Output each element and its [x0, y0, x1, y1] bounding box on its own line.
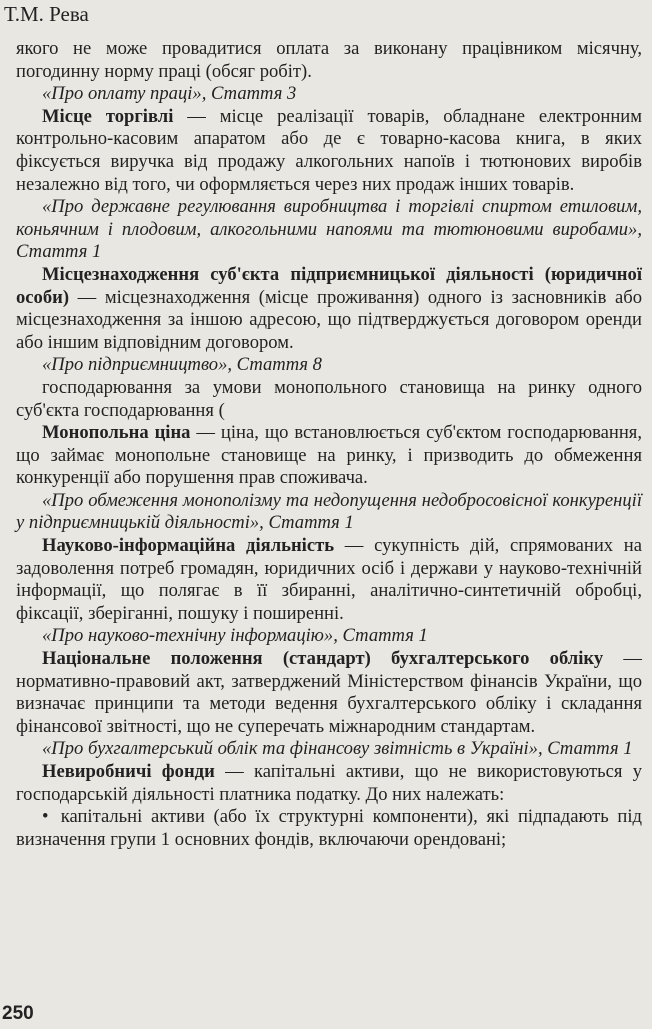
definition-text: — ціна, що встановлюється суб'єктом господарювання, що займає монопольне становище на ринку, і призводить до обмеження конкуренції або порушення прав споживача.: [16, 422, 642, 489]
definition-text: — капітальні активи, що не використовуються у господарській діяльності платника податку. До них належать:: [16, 761, 642, 805]
definition-text: — сукупність дій, спрямованих на задоволення потреб громадян, юридичних осіб і держави у науково-технічній інформації, що полягає в її збиранні, аналітично-синтетичній обробці, фіксації, зберіганні, пошуку і поширенні.: [16, 535, 642, 624]
source-citation: «Про обмеження монополізму та недопущення недобросовісної конкуренції у підприємницькій діяльності», Стаття 1: [16, 489, 642, 534]
definition-text: — місце реалізації товарів, обладнане електронним контрольно-касовим апаратом або де є товарно-касова книга, в яких фіксується виручка від продажу алкогольних напоїв і тютюнових виробів незалежно від того, чи оформляється через них продаж інших товарів.: [16, 105, 642, 195]
page-number: 250: [2, 1003, 34, 1024]
source-citation: «Про бухгалтерський облік та фінансову звітність в Україні», Стаття 1: [42, 738, 633, 760]
body-paragraph: якого не може провадитися оплата за виконану працівником місячну, погодинну норму праці (обсяг робіт).: [16, 38, 642, 82]
page-body: [16, 38, 642, 851]
running-header-author: Т.М. Рева: [4, 2, 89, 26]
source-citation: «Про науково-технічну інформацію», Стаття 1: [42, 625, 428, 647]
definition-entry: [16, 535, 642, 625]
body-paragraph: господарювання за умови монопольного становища на ринку одного суб'єкта господарювання (: [16, 376, 642, 421]
definition-term: Монопольна ціна: [42, 422, 191, 444]
definition-term: Науково-інформаційна діяльність: [42, 535, 335, 557]
source-citation: «Про підприємництво», Стаття 8: [42, 354, 322, 376]
source-citation: «Про державне регулювання виробництва і торгівлі спиртом етиловим, коньячним і плодовим, алкогольними напоями та тютюновими виробами», Стаття 1: [16, 196, 642, 263]
definition-entry: [16, 106, 642, 196]
bullet-item: [16, 806, 642, 851]
definition-term: Місцезнаходження суб'єкта підприємницької діяльності (юридичної особи): [16, 263, 642, 308]
bullet-icon: •: [42, 806, 49, 828]
definition-text: — місцезнаходження (місце проживання) одного із засновників або місцезнаходження за іншою адресою, що підтверджується договором оренди або іншим відповідним договором.: [16, 286, 642, 353]
definition-entry: [16, 761, 642, 806]
definition-term: Невиробничі фонди: [42, 761, 215, 782]
definition-entry: [16, 264, 642, 354]
bullet-text: капітальні активи (або їх структурні компоненти), які підпадають під визначення групи 1 основних фондів, включаючи орендовані;: [16, 806, 642, 850]
definition-text: — нормативно-правовий акт, затверджений Міністерством фінансів України, що визначає принципи та методи ведення бухгалтерського обліку і складання фінансової звітності, що не суперечать міжнародним стандартам.: [16, 648, 642, 737]
definition-term: Національне положення (стандарт) бухгалтерського обліку: [42, 648, 604, 670]
definition-entry: [16, 648, 642, 738]
definition-term: Місце торгівлі: [42, 105, 174, 127]
definition-entry: [16, 422, 642, 490]
source-citation: «Про оплату праці», Стаття 3: [42, 83, 297, 105]
